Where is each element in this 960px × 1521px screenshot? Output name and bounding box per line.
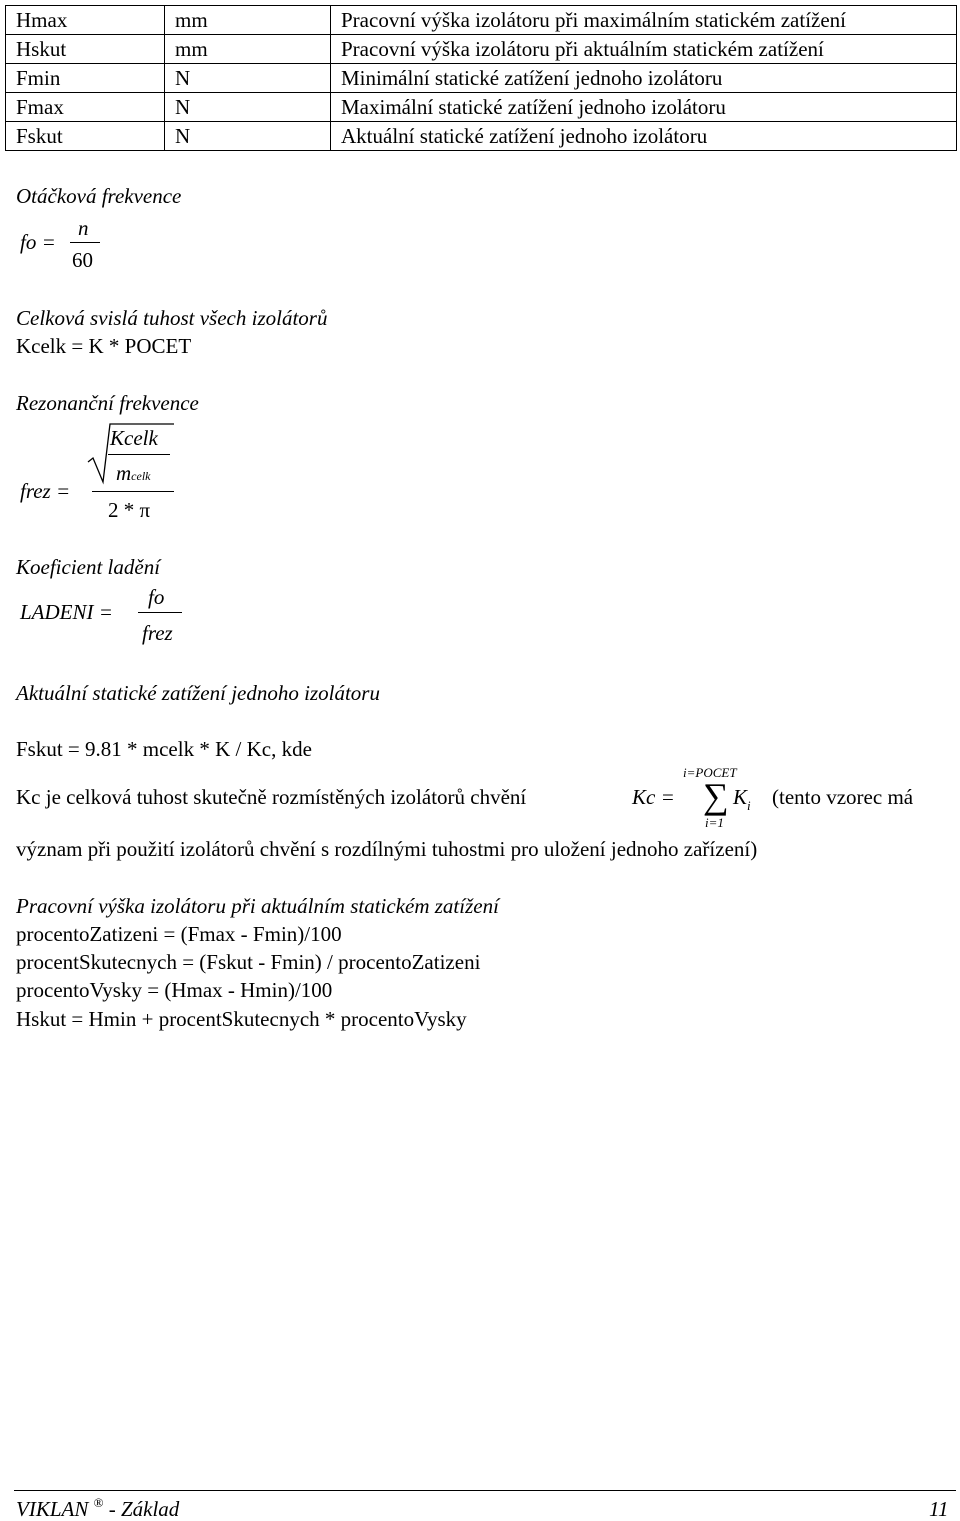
table-row bbox=[6, 64, 957, 93]
sum-upper-limit: i=POCET bbox=[683, 765, 737, 780]
mass-subscript: celk bbox=[131, 469, 151, 483]
table-row bbox=[6, 35, 957, 64]
fraction-bar bbox=[138, 612, 182, 613]
stiffness-heading: Celková svislá tuhost všech izolátorů bbox=[16, 306, 328, 330]
resonance-heading: Rezonanční frekvence bbox=[16, 391, 199, 415]
kc-lhs: Kc = bbox=[632, 785, 675, 809]
tuning-denominator: frez bbox=[142, 621, 173, 645]
sum-icon: ∑ bbox=[703, 776, 729, 816]
load-formula: Fskut = 9.81 * mcelk * K / Kc, kde bbox=[16, 737, 312, 761]
description-cell: Pracovní výška izolátoru při aktuálním statickém zatížení bbox=[331, 35, 957, 64]
resonance-lhs: frez = bbox=[20, 479, 71, 503]
product-name: VIKLAN bbox=[16, 1497, 89, 1521]
sum-term bbox=[733, 785, 751, 813]
footer-rule bbox=[14, 1490, 956, 1491]
registered-mark: ® bbox=[93, 1495, 104, 1510]
symbol-cell: Hskut bbox=[6, 35, 165, 64]
description-cell: Maximální statické zatížení jednoho izolátoru bbox=[331, 93, 957, 122]
tuning-numerator: fo bbox=[148, 585, 165, 609]
tuning-lhs: LADENI = bbox=[20, 600, 113, 624]
unit-cell: N bbox=[165, 122, 331, 151]
footer-subtitle: - Základ bbox=[108, 1497, 180, 1521]
symbol-cell: Fmin bbox=[6, 64, 165, 93]
fraction-bar bbox=[108, 454, 170, 455]
parameters-table bbox=[5, 5, 957, 151]
sum-lower-limit: i=1 bbox=[705, 815, 724, 830]
frequency-heading: Otáčková frekvence bbox=[16, 184, 182, 208]
tuning-heading: Koeficient ladění bbox=[16, 555, 161, 579]
unit-cell: N bbox=[165, 64, 331, 93]
height-line: procentSkutecnych = (Fskut - Fmin) / procentoZatizeni bbox=[16, 950, 481, 974]
description-cell: Aktuální statické zatížení jednoho izolátoru bbox=[331, 122, 957, 151]
height-line: Hskut = Hmin + procentSkutecnych * procentoVysky bbox=[16, 1007, 467, 1031]
height-line: procentoVysky = (Hmax - Hmin)/100 bbox=[16, 978, 333, 1002]
table-row bbox=[6, 93, 957, 122]
fraction-bar bbox=[70, 242, 100, 243]
stiffness-symbol: K bbox=[733, 785, 748, 809]
description-cell: Minimální statické zatížení jednoho izolátoru bbox=[331, 64, 957, 93]
resonance-inner-denominator bbox=[116, 463, 150, 484]
unit-cell: mm bbox=[165, 35, 331, 64]
frequency-lhs: fo = bbox=[20, 230, 56, 254]
frequency-denominator: 60 bbox=[72, 248, 93, 272]
symbol-cell: Fskut bbox=[6, 122, 165, 151]
description-cell: Pracovní výška izolátoru při maximálním statickém zatížení bbox=[331, 6, 957, 35]
symbol-cell: Hmax bbox=[6, 6, 165, 35]
frequency-numerator: n bbox=[78, 216, 89, 240]
unit-cell: mm bbox=[165, 6, 331, 35]
kc-tail: (tento vzorec má bbox=[772, 785, 914, 809]
load-heading: Aktuální statické zatížení jednoho izolátoru bbox=[16, 681, 380, 705]
height-line: procentoZatizeni = (Fmax - Fmin)/100 bbox=[16, 922, 342, 946]
fraction-bar bbox=[92, 491, 174, 492]
stiffness-formula: Kcelk = K * POCET bbox=[16, 334, 192, 358]
resonance-denominator: 2 * π bbox=[108, 498, 151, 522]
footer-title bbox=[16, 1495, 180, 1521]
index-subscript: i bbox=[747, 798, 751, 813]
table-row bbox=[6, 122, 957, 151]
unit-cell: N bbox=[165, 93, 331, 122]
page-number: 11 bbox=[929, 1497, 949, 1521]
resonance-inner-numerator: Kcelk bbox=[110, 426, 158, 450]
symbol-cell: Fmax bbox=[6, 93, 165, 122]
height-heading: Pracovní výška izolátoru při aktuálním statickém zatížení bbox=[16, 894, 499, 918]
kc-line2: význam při použití izolátorů chvění s rozdílnými tuhostmi pro uložení jednoho zařízení) bbox=[16, 837, 758, 861]
mass-symbol: m bbox=[116, 461, 132, 485]
table-row bbox=[6, 6, 957, 35]
kc-text: Kc je celková tuhost skutečně rozmístěných izolátorů chvění bbox=[16, 785, 527, 809]
